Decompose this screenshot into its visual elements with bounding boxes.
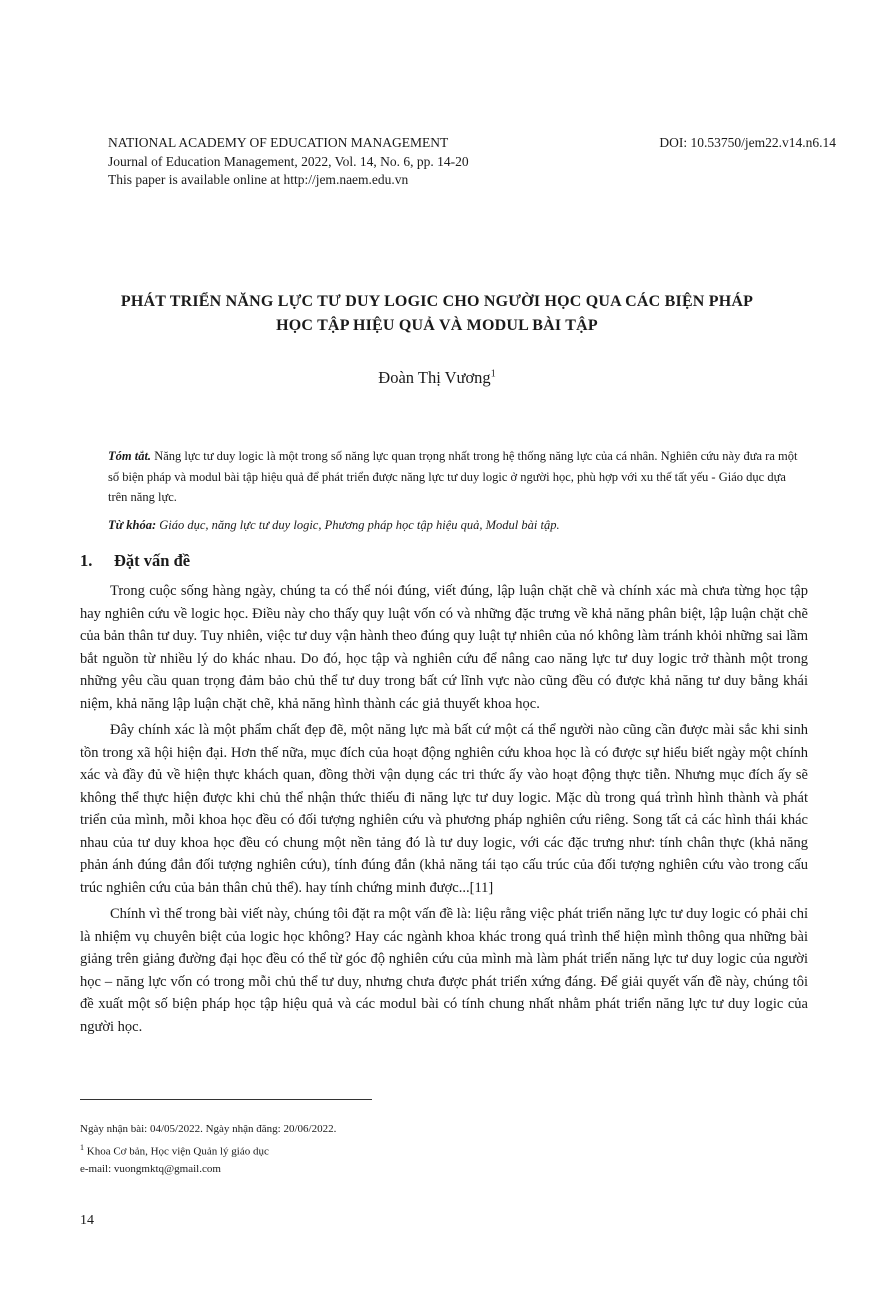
footnote-dates: Ngày nhận bài: 04/05/2022. Ngày nhận đăng: 20/06/2022.: [80, 1123, 337, 1135]
section-body: [80, 580, 808, 1042]
abstract: [108, 446, 798, 508]
availability-note: This paper is available online at http://jem.naem.edu.vn: [108, 172, 409, 187]
paragraph: Chính vì thế trong bài viết này, chúng tôi đặt ra một vấn đề là: liệu rằng việc phát triển năng lực tư duy logic có phải chỉ là nhiệm vụ chuyên biệt của logic học không? Hay các ngành khoa khác trong quá trình thể hiện mình thông qua những bài giảng trên giảng đường đại học đều có thể từ góc độ nghiên cứu của mình mà làm phát triển năng lực tư duy logic của người học – năng lực vốn có trong mỗi chủ thể tư duy, nhưng chưa được phát triển xứng đáng. Để giải quyết vấn đề này, chúng tôi đề xuất một số biện pháp học tập hiệu quả và các modul bài có tính chung nhất nhằm phát triển năng lực tư duy logic của người học.: [80, 906, 808, 1035]
section-heading: [80, 551, 190, 571]
footnotes: [80, 1121, 808, 1178]
keywords-text: Giáo dục, năng lực tư duy logic, Phương pháp học tập hiệu quả, Modul bài tập.: [159, 518, 560, 532]
journal-citation: Journal of Education Management, 2022, Vol. 14, No. 6, pp. 14-20: [108, 153, 469, 169]
keywords-label: Từ khóa:: [108, 518, 157, 532]
footnote-email[interactable]: e-mail: vuongmktq@gmail.com: [80, 1162, 221, 1175]
paragraph: Trong cuộc sống hàng ngày, chúng ta có thể nói đúng, viết đúng, lập luận chặt chẽ và chính xác mà chưa từng học tập hay nghiên cứu về logic học. Điều này cho thấy quy luật vốn có và những đặc trưng về khả năng phân biệt, lập luận chặt chẽ của bản thân tư duy. Tuy nhiên, việc tư duy vận hành theo đúng quy luật tự nhiên của nó không làm tránh khỏi những sai lầm bắt nguồn từ nhiều lý do khác nhau. Do đó, học tập và nghiên cứu để nâng cao năng lực tư duy logic trở thành một trong những yêu cầu quan trọng đảm bảo chủ thể tư duy trong bất cứ lĩnh vực nào cũng đều có được khả năng tư duy bằng khái niệm, khả năng lập luận chặt chẽ, khả năng hình thành các giả thuyết khoa học.: [80, 583, 808, 712]
author-affiliation-mark: 1: [490, 368, 496, 380]
footnote-divider: [80, 1099, 372, 1100]
abstract-text: Năng lực tư duy logic là một trong số năng lực quan trọng nhất trong hệ thống năng lực của cá nhân. Nghiên cứu này đưa ra một số biện pháp và modul bài tập hiệu quả để phát triển được năng lực tư duy logic ở người học, phù hợp với xu thế tất yếu - Giáo dục dựa trên năng lực.: [108, 449, 798, 504]
footnote-mark: 1: [80, 1142, 84, 1152]
section-title: Đặt vấn đề: [114, 551, 191, 570]
title-line-2: HỌC TẬP HIỆU QUẢ VÀ MODUL BÀI TẬP: [276, 317, 598, 334]
abstract-label: Tóm tắt.: [108, 449, 152, 463]
publisher-name: NATIONAL ACADEMY OF EDUCATION MANAGEMENT: [108, 135, 449, 150]
section-number: 1.: [80, 551, 93, 570]
author-line: [0, 368, 874, 388]
title-line-1: PHÁT TRIỂN NĂNG LỰC TƯ DUY LOGIC CHO NGƯỜI HỌC QUA CÁC BIỆN PHÁP: [120, 293, 754, 310]
journal-header: [108, 134, 836, 190]
page-number: 14: [80, 1213, 94, 1228]
doi-link[interactable]: DOI: 10.53750/jem22.v14.n6.14: [659, 135, 836, 150]
keywords: [108, 518, 798, 533]
paragraph: Đây chính xác là một phẩm chất đẹp đẽ, một năng lực mà bất cứ một cá thể người nào cũng cần được mài sắc khi sinh tồn trong xã hội hiện đại. Hơn thế nữa, mục đích của hoạt động nghiên cứu khoa học là có được sự hiểu biết ngày một chính xác và đầy đủ về hiện thực khách quan, đồng thời vận dụng các tri thức ấy vào hoạt động thực tiễn. Nhưng mục đích ấy sẽ không thể thực hiện được khi chủ thể nhận thức thiếu đi năng lực tư duy logic. Mặc dù trong quá trình hình thành và phát triển của mình, mỗi khoa học đều có đối tượng nghiên cứu và phương pháp nghiên cứu riêng. Song tất cả các hình thái khác nhau của tư duy khoa học đều có chung một nền tảng đó là tư duy logic, với các đặc trưng như: tính chân thực (khả năng phản ánh đúng đắn đối tượng nghiên cứu), tính đúng đắn (khả năng tái tạo cấu trúc của đối tượng nghiên cứu vào trong cấu trúc nghiên cứu của bản thân chủ thể). hay tính chứng minh được...[11]: [80, 722, 808, 896]
author-name: Đoàn Thị Vương: [378, 368, 491, 387]
footnote-affiliation: $^1$ Khoa Cơ bản, Học viện Quản lý giáo dục: [80, 1142, 269, 1158]
paper-title: [60, 290, 814, 338]
